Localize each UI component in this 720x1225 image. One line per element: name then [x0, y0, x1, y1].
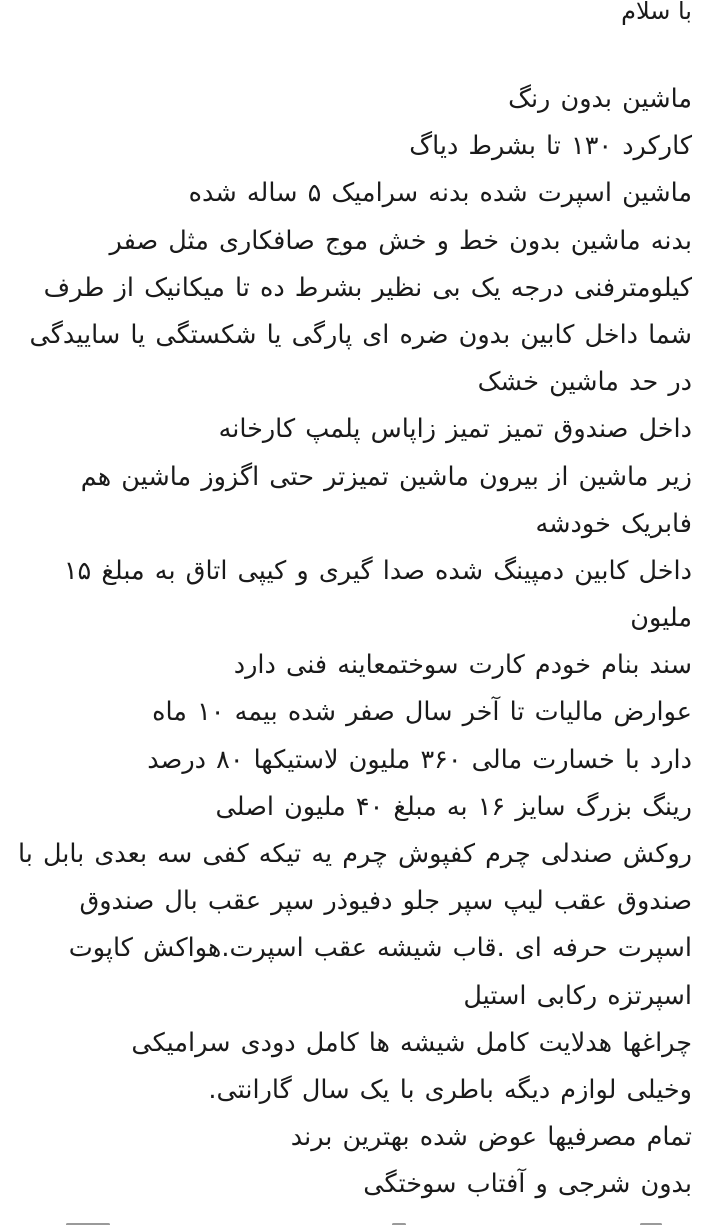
description-line: تمام مصرفیها عوض شده بهترین برند: [290, 1122, 692, 1153]
description-line: کیلومترفنی درجه یک بی نظیر بشرط ده تا میکانیک از طرف: [43, 272, 692, 303]
description-line: شما داخل کابین بدون ضره ای پارگی یا شکستگی یا ساییدگی: [29, 319, 692, 350]
paragraph-spacer: [20, 34, 692, 76]
description-line: اسپرت حرفه ای .قاب شیشه عقب اسپرت.هواکش کاپوت: [68, 933, 692, 964]
cut-off-next-line: [0, 1221, 720, 1225]
description-line: عوارض مالیات تا آخر سال صفر شده بیمه ۱۰ ماه: [152, 697, 692, 728]
description-line: ملیون: [630, 603, 692, 634]
description-line: دارد با خسارت مالی ۳۶۰ ملیون لاستیکها ۸۰ درصد: [147, 744, 692, 775]
greeting-line: با سلام: [621, 0, 692, 25]
description-line: وخیلی لوازم دیگه باطری با یک سال گارانتی.: [208, 1074, 692, 1105]
description-line: سند بنام خودم کارت سوختمعاینه فنی دارد: [233, 650, 692, 681]
description-line: رینگ بزرگ سایز ۱۶ به مبلغ ۴۰ ملیون اصلی: [215, 791, 692, 822]
description-line: چراغها هدلایت کامل شیشه ها کامل دودی سرامیکی: [131, 1027, 692, 1058]
description-line: زیر ماشین از بیرون ماشین تمیزتر حتی اگزوز ماشین هم: [80, 461, 692, 492]
description-line: ماشین بدون رنگ: [508, 84, 692, 114]
description-line: فابریک خودشه: [535, 508, 692, 539]
description-line: بدنه ماشین بدون خط و خش موج صافکاری مثل صفر: [109, 225, 692, 256]
description-line: کارکرد ۱۳۰ تا بشرط دیاگ: [409, 131, 692, 162]
description-line: داخل صندوق تمیز تمیز زاپاس پلمپ کارخانه: [218, 414, 692, 445]
description-line: روکش صندلی چرم کفپوش چرم یه تیکه کفی سه بعدی بابل با: [17, 839, 692, 869]
description-line: داخل کابین دمپینگ شده صدا گیری و کیپی اتاق به مبلغ ۱۵: [63, 555, 692, 586]
description-line: ماشین اسپرت شده بدنه سرامیک ۵ ساله شده: [188, 178, 692, 209]
description-line: صندوق عقب لیپ سپر جلو دفیوذر سپر عقب بال صندوق: [79, 886, 692, 917]
description-line: در حد ماشین خشک: [477, 367, 692, 398]
description-line: بدون شرجی و آفتاب سوختگی: [363, 1169, 692, 1200]
description-line: اسپرتزه رکابی استیل: [463, 980, 692, 1011]
